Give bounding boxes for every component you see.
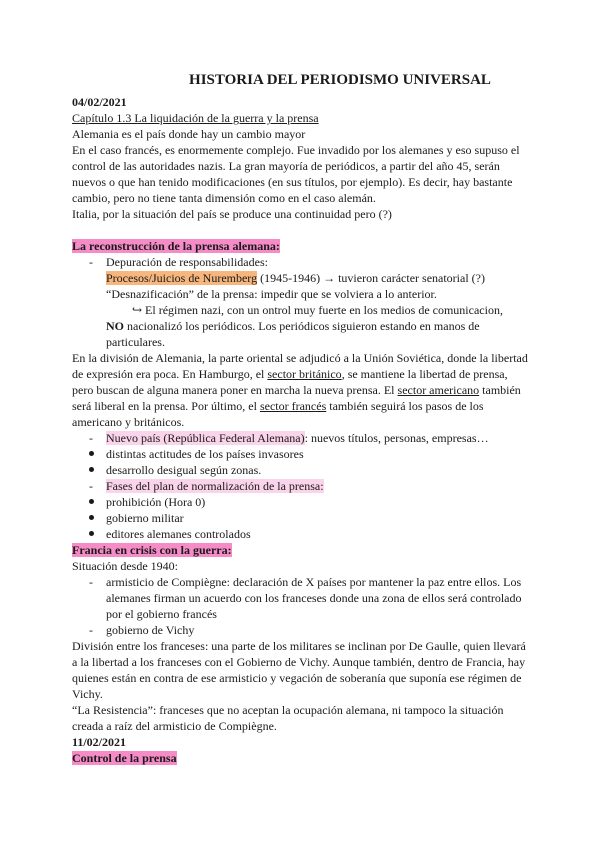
procesos-line [72,270,528,286]
dash-marker: - [89,623,93,637]
paragraph-resistencia: “La Resistencia”: franceses que no aceptan la ocupación alemana, ni tampoco la situación creada a raíz del armisticio de Compiègne. [72,703,504,733]
armisticio-text: armisticio de Compiègne: declaración de X países por mantener la paz entre ellos. Los alemanes firman un acuerdo con los franceses donde una zona de ellos será controlado por el gobierno francés [106,575,522,621]
fases-highlight: Fases del plan de normalización de la prensa: [106,479,324,493]
paragraph-division-franceses: División entre los franceses: una parte de los militares se inclinan por De Gaulle, quien llevará a la libertad a los franceses con el Gobierno de Vichy. Aunque también, dentro de Francia, hay quienes están en contra de ese armisticio y vegación de soberanía que suponía ese régimen de Vichy. [72,639,526,701]
division-part-4: también seguirá los pasos de los americano y británicos. [72,399,484,429]
section-control [72,750,528,766]
desnazificacion-line: “Desnazificación” de la prensa: impedir que se volviera a lo anterior. [106,287,437,301]
bullet-icon [89,531,94,536]
list-item-nuevo-pais [72,430,528,446]
list-item-depuracion [72,254,528,270]
no-emphasis: NO [106,319,124,333]
section-heading-control: Control de la prensa [72,751,177,765]
list-item-gobierno-militar [72,510,528,526]
situacion-line: Situación desde 1940: [72,559,178,573]
list-item-actitudes [72,446,528,462]
procesos-rest: (1945-1946) → tuvieron carácter senatorial (?) [257,271,485,285]
date-heading-1: 04/02/2021 [72,95,127,109]
bullet-icon [89,515,94,520]
list-item-vichy [72,622,528,638]
procesos-highlight: Procesos/Juicios de Nuremberg [106,271,258,285]
dash-marker: - [89,479,93,493]
bullet-icon [89,499,94,504]
division-part-3: también será liberal en la prensa. Por último, el [72,383,521,413]
vichy-text: gobierno de Vichy [106,623,195,637]
nuevo-pais-highlight: Nuevo país (República Federal Alemana) [106,431,305,445]
sector-americano: sector americano [397,383,480,397]
list-item-armisticio [72,574,528,622]
date-heading-2: 11/02/2021 [72,735,127,749]
section-heading-francia: Francia en crisis con la guerra: [72,543,232,557]
paragraph-alemania: Alemania es el país donde hay un cambio mayor [72,127,306,141]
division-part-1: En la división de Alemania, la parte oriental se adjudicó a la Unión Soviética, donde la libertad de expresión era poca. En Hamburgo, el [72,351,528,381]
division-part-2: , se mantiene la libertad de prensa, pero buscan de alguna manera poner en marcha la nueva prensa. El [72,367,508,397]
actitudes-text: distintas actitudes de los países invasores [106,447,304,461]
document-body [72,70,528,766]
dash-marker: - [89,575,93,589]
nacionalizo-line [72,318,528,350]
dash-marker: - [89,255,93,269]
list-item-prohibicion [72,494,528,510]
gobierno-militar-text: gobierno militar [106,511,184,525]
list-item-editores [72,526,528,542]
paragraph-francia: En el caso francés, es enormemente complejo. Fue invadido por los alemanes y eso supuso el control de las autoridades nazis. La gran mayoría de periódicos, a partir del año 45, serán nuevos o que han tenido modificaciones (en sus títulos, por ejemplo). Es decir, hay bastante cambio, pero no tiene tanta dimensión como en el caso alemán. [72,143,520,205]
bullet-icon [89,451,94,456]
nuevo-pais-rest: : nuevos títulos, personas, empresas… [304,431,489,445]
bullet-icon [89,467,94,472]
section-reconstruccion [72,238,528,254]
nacionalizo-rest: nacionalizó los periódicos. Los periódicos siguieron estando en manos de particulares. [106,319,480,349]
sector-britanico: sector británico [267,367,342,381]
chapter-heading: Capítulo 1.3 La liquidación de la guerra y la prensa [72,111,319,125]
depuracion-text: Depuración de responsabilidades: [106,255,268,269]
list-item-desarrollo [72,462,528,478]
paragraph-division [72,350,528,430]
paragraph-italia: Italia, por la situación del país se produce una continuidad pero (?) [72,207,392,221]
section-heading-reconstruccion: La reconstrucción de la prensa alemana: [72,239,280,253]
editores-text: editores alemanes controlados [106,527,251,541]
regimen-line: ↪ El régimen nazi, con un ontrol muy fuerte en los medios de comunicacion, [132,303,503,317]
section-francia [72,542,528,558]
sector-frances: sector francés [259,399,327,413]
prohibicion-text: prohibición (Hora 0) [106,495,206,509]
list-item-fases [72,478,528,494]
document-title: HISTORIA DEL PERIODISMO UNIVERSAL [189,72,491,88]
desarrollo-text: desarrollo desigual según zonas. [106,463,262,477]
dash-marker: - [89,431,93,445]
